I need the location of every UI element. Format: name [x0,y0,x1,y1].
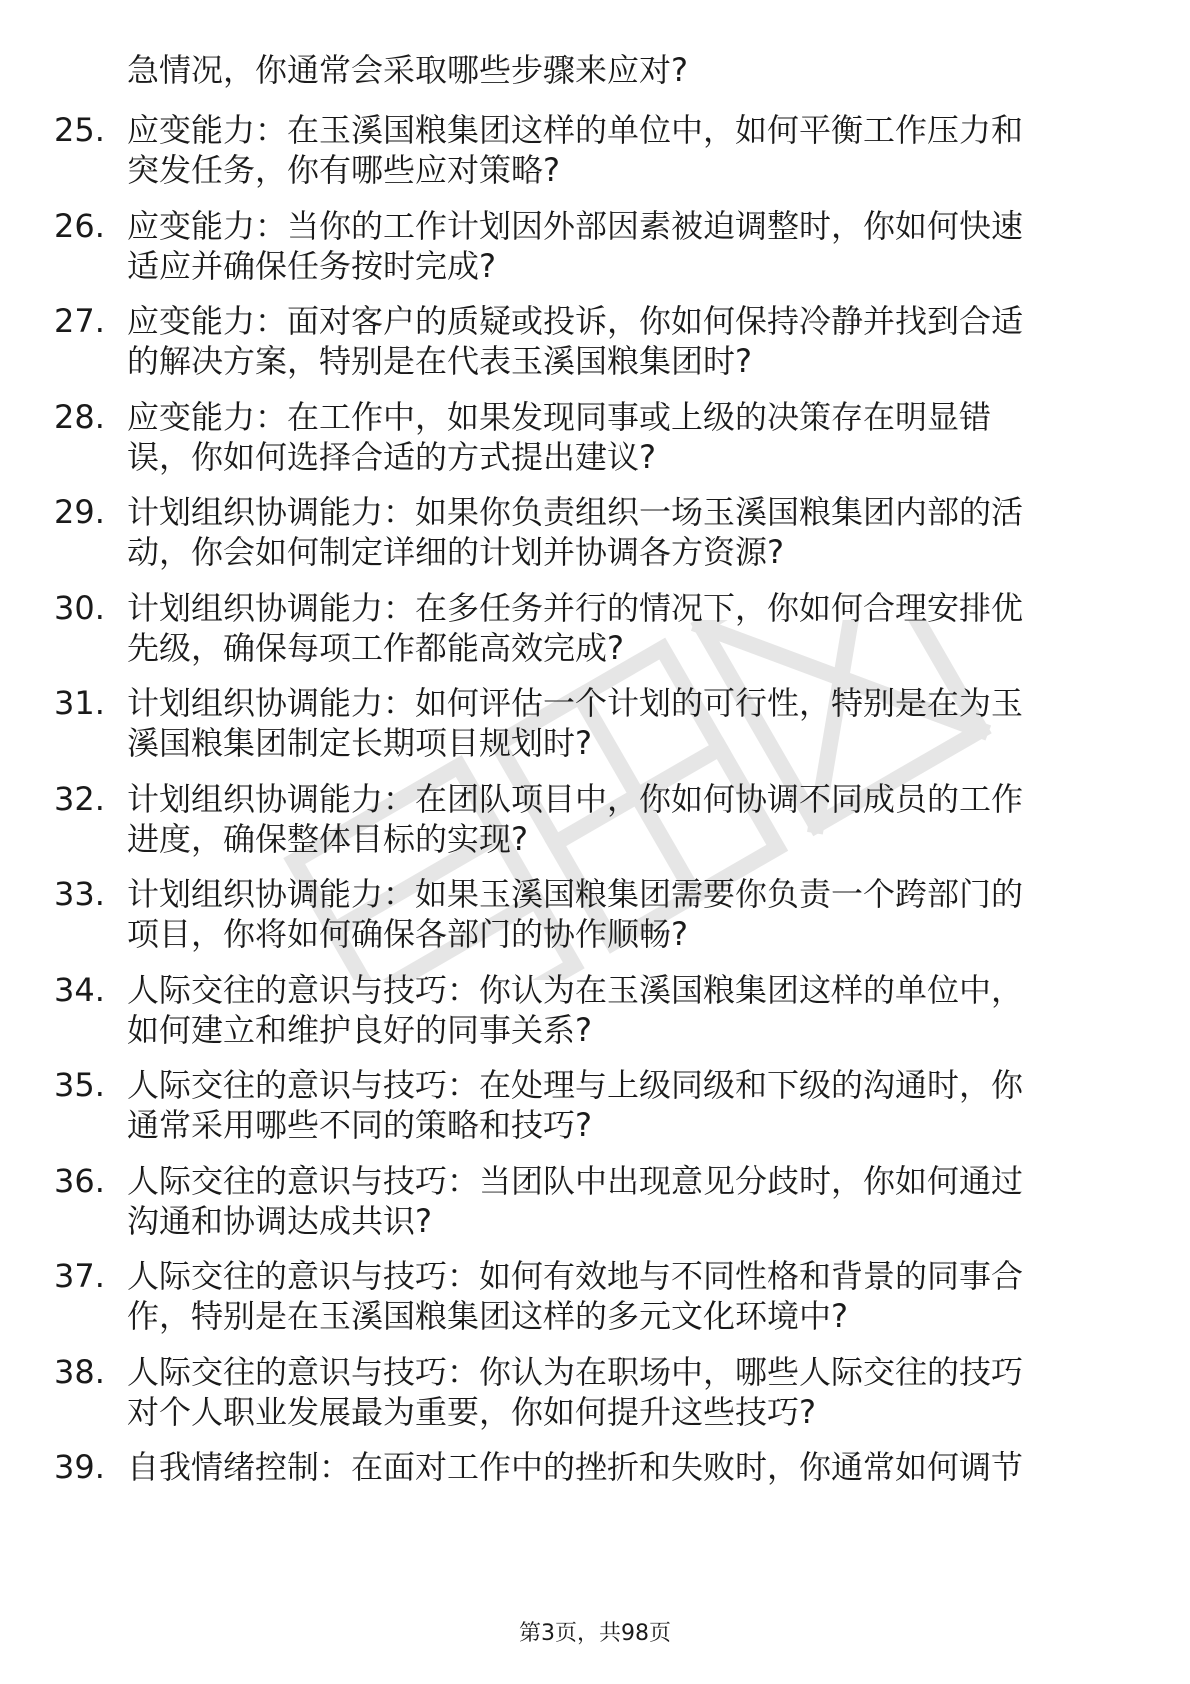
question-item [0,206,1190,302]
question-number: 38. [54,1353,105,1391]
question-text-line-2: 通常采用哪些不同的策略和技巧? [127,1106,592,1144]
question-number: 26. [54,207,105,245]
question-text-line-1: 应变能力：当你的工作计划因外部因素被迫调整时，你如何快速 [127,207,1024,245]
question-text-line-1: 人际交往的意识与技巧：在处理与上级同级和下级的沟通时，你 [127,1066,1024,1104]
question-item [0,588,1190,684]
question-text-line-2: 沟通和协调达成共识? [127,1202,432,1240]
question-number: 36. [54,1162,105,1200]
question-text-line-1: 计划组织协调能力：如果玉溪国粮集团需要你负责一个跨部门的 [127,875,1024,913]
question-text-line-1: 自我情绪控制：在面对工作中的挫折和失败时，你通常如何调节 [127,1448,1024,1486]
question-item [0,301,1190,397]
question-text-line-2: 适应并确保任务按时完成? [127,247,496,285]
question-text-line-2: 如何建立和维护良好的同事关系? [127,1011,592,1049]
question-item [0,1447,1190,1543]
question-number: 31. [54,684,105,722]
question-text-line-2: 先级，确保每项工作都能高效完成? [127,629,624,667]
question-number: 35. [54,1066,105,1104]
question-text-line-2: 动，你会如何制定详细的计划并协调各方资源? [127,533,784,571]
question-item [0,970,1190,1066]
question-item [0,1256,1190,1352]
question-text-line-2: 误，你如何选择合适的方式提出建议? [127,438,656,476]
question-item [0,874,1190,970]
question-text-line-1: 人际交往的意识与技巧：你认为在职场中，哪些人际交往的技巧 [127,1353,1024,1391]
question-item [0,110,1190,206]
question-number: 29. [54,493,105,531]
question-number: 28. [54,398,105,436]
question-text-line-2: 作，特别是在玉溪国粮集团这样的多元文化环境中? [127,1297,848,1335]
question-text-line-2: 对个人职业发展最为重要，你如何提升这些技巧? [127,1393,816,1431]
question-item [0,397,1190,493]
question-text-line-2: 的解决方案，特别是在代表玉溪国粮集团时? [127,342,752,380]
question-text-line-1: 计划组织协调能力：如果你负责组织一场玉溪国粮集团内部的活 [127,493,1024,531]
continuation-text: 急情况，你通常会采取哪些步骤来应对? [127,51,688,89]
question-text-line-1: 人际交往的意识与技巧：当团队中出现意见分歧时，你如何通过 [127,1162,1024,1200]
question-item [0,1161,1190,1257]
question-item [0,492,1190,588]
question-item [0,779,1190,875]
question-text-line-1: 人际交往的意识与技巧：你认为在玉溪国粮集团这样的单位中， [127,971,1024,1009]
page-footer: 第3页，共98页 [519,1621,671,1646]
question-item [0,1352,1190,1448]
question-text-line-2: 溪国粮集团制定长期项目规划时? [127,724,592,762]
question-text-line-1: 计划组织协调能力：在多任务并行的情况下，你如何合理安排优 [127,589,1024,627]
question-text-line-2: 突发任务，你有哪些应对策略? [127,151,560,189]
question-text-line-1: 应变能力：在工作中，如果发现同事或上级的决策存在明显错 [127,398,992,436]
question-text-line-1: 应变能力：面对客户的质疑或投诉，你如何保持冷静并找到合适 [127,302,1024,340]
question-text-line-1: 计划组织协调能力：如何评估一个计划的可行性，特别是在为玉 [127,684,1024,722]
question-item [0,683,1190,779]
question-item [0,1065,1190,1161]
question-text-line-2: 项目，你将如何确保各部门的协作顺畅? [127,915,688,953]
question-number: 39. [54,1448,105,1486]
question-number: 37. [54,1257,105,1295]
question-number: 27. [54,302,105,340]
question-number: 25. [54,111,105,149]
question-number: 30. [54,589,105,627]
question-number: 32. [54,780,105,818]
question-number: 33. [54,875,105,913]
question-text-line-1: 应变能力：在玉溪国粮集团这样的单位中，如何平衡工作压力和 [127,111,1024,149]
question-text-line-2: 进度，确保整体目标的实现? [127,820,528,858]
question-number: 34. [54,971,105,1009]
question-text-line-1: 人际交往的意识与技巧：如何有效地与不同性格和背景的同事合 [127,1257,1024,1295]
question-text-line-1: 计划组织协调能力：在团队项目中，你如何协调不同成员的工作 [127,780,1024,818]
